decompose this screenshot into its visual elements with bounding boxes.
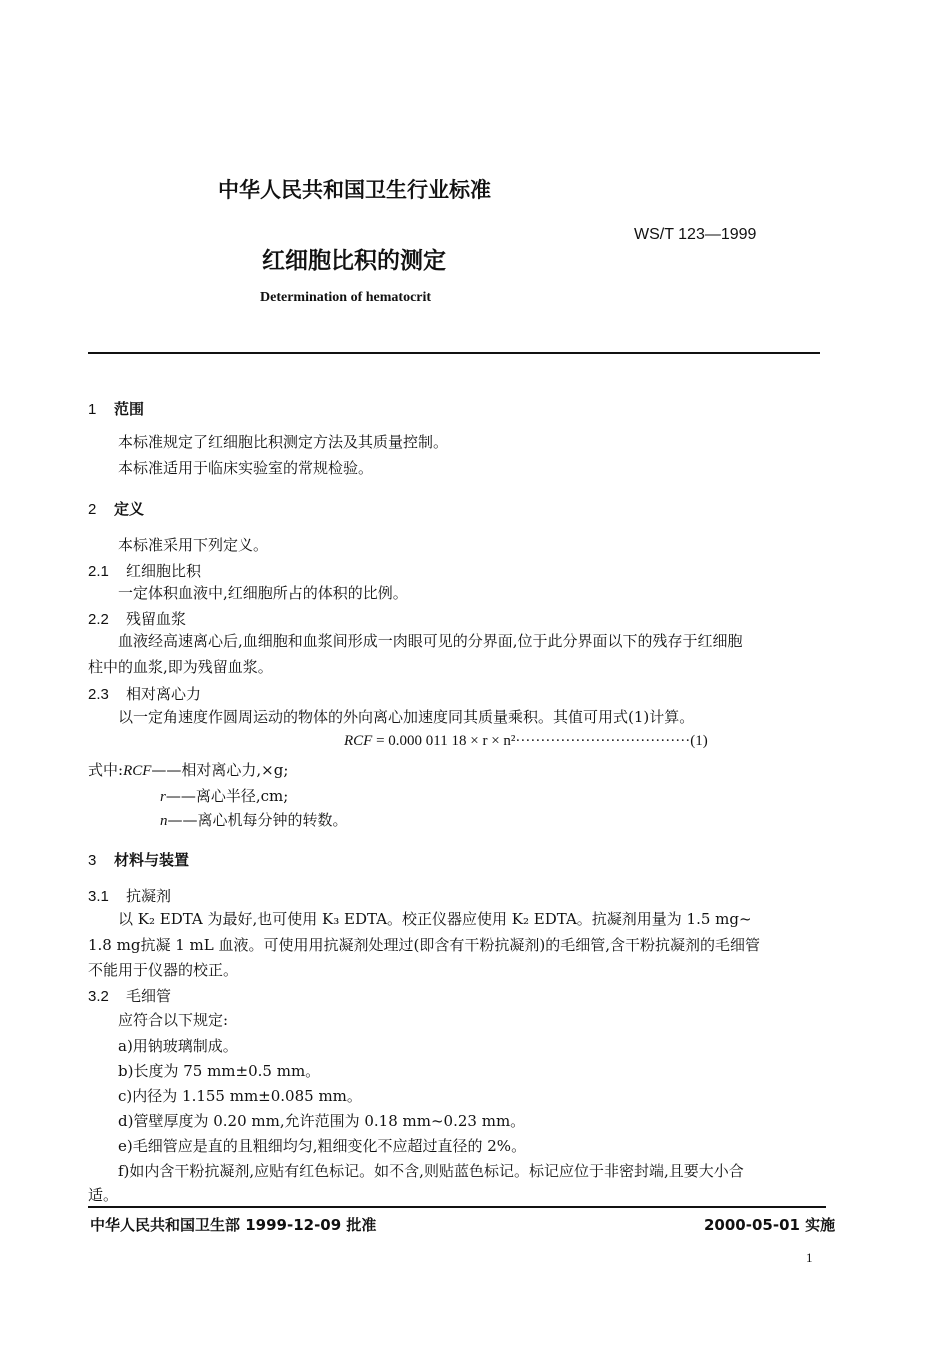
subsection-number: 3.1 xyxy=(88,888,109,905)
section-number: 2 xyxy=(88,501,97,518)
paragraph: 以一定角速度作圆周运动的物体的外向离心加速度同其质量乘积。其值可用式(1)计算。 xyxy=(118,708,695,726)
subsection-title: 红细胞比积 xyxy=(126,562,202,580)
paragraph: 应符合以下规定: xyxy=(118,1011,229,1029)
section-title: 材料与装置 xyxy=(114,851,190,869)
subsection-3-2-heading xyxy=(88,985,171,1006)
paragraph: 本标准规定了红细胞比积测定方法及其质量控制。 xyxy=(118,433,449,451)
subsection-number: 2.2 xyxy=(88,611,109,628)
section-2-heading xyxy=(88,498,144,519)
header-divider xyxy=(88,352,820,354)
variable-definition xyxy=(88,760,288,781)
variable-symbol: r xyxy=(160,789,166,805)
section-title: 范围 xyxy=(114,400,145,418)
where-label: 式中: xyxy=(88,761,124,779)
subsection-number: 2.3 xyxy=(88,686,109,703)
variable-description: ——离心机每分钟的转数。 xyxy=(167,811,348,829)
formula-leader-dots: ··································· xyxy=(515,733,691,749)
list-item-continuation: 适。 xyxy=(88,1186,119,1204)
section-title: 定义 xyxy=(114,500,145,518)
document-title: 红细胞比积的测定 xyxy=(262,248,446,274)
variable-definition xyxy=(160,786,288,807)
approval-line: 中华人民共和国卫生部 1999-12-09 批准 xyxy=(90,1216,377,1234)
list-item: c)内径为 1.155 mm±0.085 mm。 xyxy=(118,1087,362,1105)
subsection-title: 抗凝剂 xyxy=(126,887,172,905)
footer-divider xyxy=(88,1206,826,1208)
subsection-2-3-heading xyxy=(88,683,201,704)
subsection-title: 残留血浆 xyxy=(126,610,187,628)
subsection-2-1-heading xyxy=(88,560,201,581)
variable-definition xyxy=(160,810,348,831)
formula-lhs: RCF xyxy=(344,733,373,749)
paragraph: 一定体积血液中,红细胞所占的体积的比例。 xyxy=(118,584,408,602)
paragraph: 不能用于仪器的校正。 xyxy=(88,961,239,979)
paragraph: 1.8 mg抗凝 1 mL 血液。可使用用抗凝剂处理过(即含有干粉抗凝剂)的毛细管,含干粉抗凝剂的毛细管 xyxy=(88,936,760,954)
subsection-2-2-heading xyxy=(88,608,186,629)
formula-1 xyxy=(344,733,708,750)
subsection-number: 2.1 xyxy=(88,563,109,580)
variable-symbol: n xyxy=(160,813,168,829)
paragraph: 本标准采用下列定义。 xyxy=(118,536,269,554)
list-item: a)用钠玻璃制成。 xyxy=(118,1037,238,1055)
section-1-heading xyxy=(88,398,144,419)
standard-type: 中华人民共和国卫生行业标准 xyxy=(218,178,491,202)
paragraph: 以 K₂ EDTA 为最好,也可使用 K₃ EDTA。校正仪器应使用 K₂ EDTA。抗凝剂用量为 1.5 mg~ xyxy=(118,910,752,928)
variable-description: ——离心半径,cm; xyxy=(165,787,289,805)
variable-description: ——相对离心力,×g; xyxy=(151,761,289,779)
formula-rhs: = 0.000 011 18 × r × n² xyxy=(376,733,516,749)
subsection-3-1-heading xyxy=(88,885,171,906)
subsection-title: 相对离心力 xyxy=(126,685,202,703)
standard-code: WS/T 123—1999 xyxy=(634,226,757,243)
list-item: b)长度为 75 mm±0.5 mm。 xyxy=(118,1062,321,1080)
document-title-english: Determination of hematocrit xyxy=(260,290,432,305)
effective-date: 2000-05-01 实施 xyxy=(704,1216,836,1234)
formula-number: (1) xyxy=(690,733,708,749)
subsection-number: 3.2 xyxy=(88,988,109,1005)
list-item: e)毛细管应是直的且粗细均匀,粗细变化不应超过直径的 2%。 xyxy=(118,1137,527,1155)
paragraph: 柱中的血浆,即为残留血浆。 xyxy=(88,658,273,676)
subsection-title: 毛细管 xyxy=(126,987,172,1005)
paragraph: 本标准适用于临床实验室的常规检验。 xyxy=(118,459,374,477)
page-number: 1 xyxy=(806,1250,813,1265)
section-number: 3 xyxy=(88,852,97,869)
section-3-heading xyxy=(88,849,189,870)
list-item: d)管壁厚度为 0.20 mm,允许范围为 0.18 mm~0.23 mm。 xyxy=(118,1112,526,1130)
variable-symbol: RCF xyxy=(123,763,152,779)
list-item: f)如内含干粉抗凝剂,应贴有红色标记。如不含,则贴蓝色标记。标记应位于非密封端,且要大小合 xyxy=(118,1162,744,1180)
paragraph: 血液经高速离心后,血细胞和血浆间形成一肉眼可见的分界面,位于此分界面以下的残存于红细胞 xyxy=(118,632,743,650)
section-number: 1 xyxy=(88,401,97,418)
